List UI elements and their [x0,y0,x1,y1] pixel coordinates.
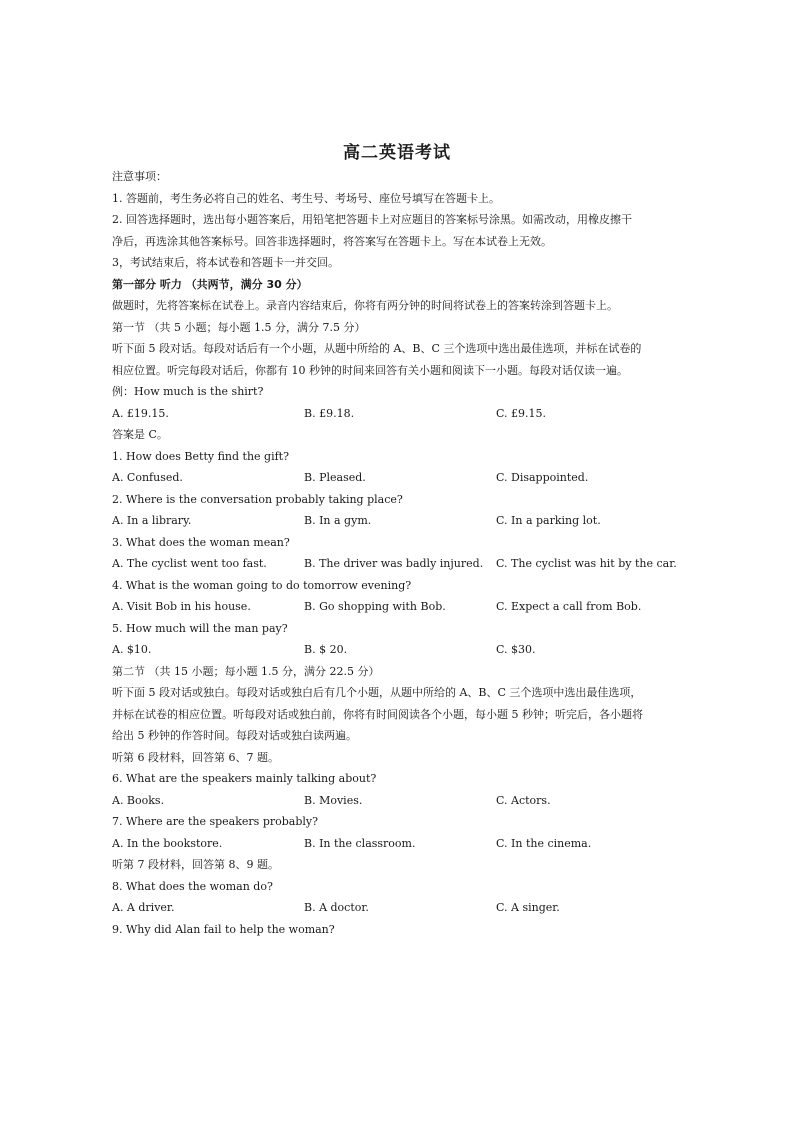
question-2: 2. Where is the conversation probably taking place? [112,492,403,506]
option-a: A. $10. [112,643,152,656]
section1-heading: 第一节 （共 5 小题；每小题 1.5 分，满分 7.5 分） [112,320,366,334]
section1-instruction: 相应位置。听完每段对话后，你都有 10 秒钟的时间来回答有关小题和阅读下一小题。每段对话仅读一遍。 [112,363,628,377]
section2-instruction: 并标在试卷的相应位置。听每段对话或独白前，你将有时间阅读各个小题，每小题 5 秒钟；听完后，各小题将 [112,707,643,721]
exam-content [112,166,687,940]
material-7-label: 听第 7 段材料，回答第 8、9 题。 [112,858,279,871]
option-b: B. Pleased. [304,471,366,484]
notes-heading: 注意事项： [112,170,167,183]
question-5-options [112,639,687,661]
option-a: A. Books. [112,793,165,807]
question-8: 8. What does the woman do? [112,879,273,893]
example-options [112,403,687,425]
question-4-options [112,596,687,618]
question-5: 5. How much will the man pay? [112,621,288,635]
option-c: C. The cyclist was hit by the car. [496,557,677,570]
option-b: B. $ 20. [304,643,348,656]
option-a: A. Confused. [112,471,183,484]
option-c: C. In a parking lot. [496,514,601,527]
option-a: A. In a library. [112,514,192,527]
question-7: 7. Where are the speakers probably? [112,815,319,828]
part1-heading: 第一部分 听力 （共两节，满分 30 分） [112,277,308,291]
option-c: C. Actors. [496,793,551,807]
note-item: 2. 回答选择题时，选出每小题答案后，用铅笔把答题卡上对应题目的答案标号涂黑。如需改动，用橡皮擦干 [112,213,632,226]
question-6: 6. What are the speakers mainly talking about? [112,772,377,785]
note-item: 1. 答题前，考生务必将自己的姓名、考生号、考场号、座位号填写在答题卡上。 [112,191,500,205]
option-a: A. £19.15. [112,406,169,420]
option-c: C. $30. [496,643,536,656]
question-3: 3. What does the woman mean? [112,535,290,549]
section1-instruction: 听下面 5 段对话。每段对话后有一个小题，从题中所给的 A、B、C 三个选项中选出最佳选项，并标在试卷的 [112,342,642,355]
option-b: B. In a gym. [304,514,372,527]
section2-instruction: 给出 5 秒钟的作答时间。每段对话或独白读两遍。 [112,729,357,742]
option-c: C. In the cinema. [496,836,592,850]
page-title: 高二英语考试 [343,143,451,163]
example-answer: 答案是 C。 [112,428,168,441]
question-9: 9. Why did Alan fail to help the woman? [112,922,335,936]
note-item: 净后，再选涂其他答案标号。回答非选择题时，将答案写在答题卡上。写在本试卷上无效。 [112,234,552,248]
question-6-options [112,790,687,812]
option-b: B. £9.18. [304,406,355,420]
section2-instruction: 听下面 5 段对话或独白。每段对话或独白后有几个小题，从题中所给的 A、B、C 三个选项中选出最佳选项， [112,686,642,699]
option-c: C. Disappointed. [496,471,589,484]
material-6-label: 听第 6 段材料，回答第 6、7 题。 [112,750,279,764]
question-1-options [112,467,687,489]
option-b: B. In the classroom. [304,836,416,850]
option-a: A. A driver. [112,901,175,914]
option-a: A. Visit Bob in his house. [112,600,251,613]
option-c: C. A singer. [496,901,560,914]
note-item: 3，考试结束后，将本试卷和答题卡一并交回。 [112,256,339,269]
question-2-options [112,510,687,532]
option-c: C. £9.15. [496,406,547,420]
question-4: 4. What is the woman going to do tomorrow evening? [112,578,412,592]
part1-intro: 做题时，先将答案标在试卷上。录音内容结束后，你将有两分钟的时间将试卷上的答案转涂到答题卡上。 [112,299,618,312]
option-b: B. Movies. [304,793,363,807]
question-7-options [112,833,687,855]
question-1: 1. How does Betty find the gift? [112,449,289,463]
option-b: B. The driver was badly injured. [304,557,484,570]
question-8-options [112,897,687,919]
option-c: C. Expect a call from Bob. [496,600,642,613]
section2-heading: 第二节 （共 15 小题；每小题 1.5 分，满分 22.5 分） [112,664,380,678]
option-b: B. A doctor. [304,901,369,914]
question-3-options [112,553,687,575]
option-a: A. In the bookstore. [112,836,223,850]
example-question: 例：How much is the shirt? [112,385,264,398]
option-a: A. The cyclist went too fast. [112,557,267,570]
option-b: B. Go shopping with Bob. [304,600,446,613]
